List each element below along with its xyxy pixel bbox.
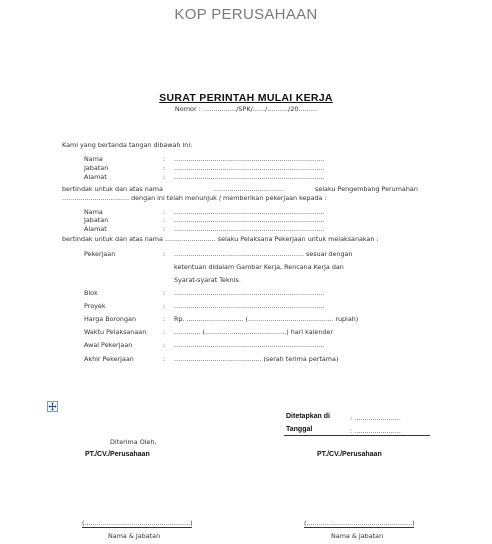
awal-colon: : — [163, 341, 166, 349]
move-handle-icon[interactable] — [47, 401, 58, 412]
party1-address-value: .......................................................................... — [174, 173, 325, 181]
party1-position-colon: : — [163, 164, 166, 172]
blok-colon: : — [163, 289, 166, 297]
party2-name-label: Nama — [84, 208, 103, 216]
left-signature-bracket: (....................................................) — [82, 519, 193, 527]
pekerjaan-value-line1: ................................................................ sesuai dengan — [174, 250, 353, 258]
tanggal-value: : ....................... — [350, 427, 401, 435]
akhir-value: ........................................... (serah terima pertama) — [174, 355, 339, 363]
waktu-colon: : — [163, 328, 166, 336]
party2-address-colon: : — [163, 225, 166, 233]
party1-address-colon: : — [163, 173, 166, 181]
harga-value: Rp. ............................ (.......................................... rupiah) — [174, 315, 359, 323]
party2-clause: bertindak untuk dan atas nama ......................... selaku Pelaksana Pekerjaan untuk melaksanakan : — [62, 235, 379, 243]
blok-value: .......................................................................... — [174, 289, 325, 297]
pekerjaan-value-line3: Syarat-syarat Teknis. — [174, 276, 241, 284]
party2-name-colon: : — [163, 208, 166, 216]
document-number: Nomor : ................/SPK/....../........../20......... — [174, 105, 318, 113]
right-company-name: PT./CV./Perusahaan — [317, 451, 382, 458]
company-letterhead: KOP PERUSAHAAN — [174, 6, 318, 23]
party2-address-value: .......................................................................... — [174, 225, 325, 233]
blok-label: Blok — [84, 289, 98, 297]
party2-address-label: Alamat — [84, 225, 107, 233]
four-arrows-icon — [48, 402, 57, 411]
akhir-colon: : — [163, 355, 166, 363]
pekerjaan-label: Pekerjaan — [84, 250, 116, 258]
party1-clause-line2: ................................. dengan ini telah menunjuk / memberikan pekerjaan kepada : — [62, 194, 327, 202]
party1-name-value: .......................................................................... — [174, 155, 325, 163]
party1-clause-right: selaku Pengembang Perumahan — [315, 185, 418, 193]
awal-value: .......................................................................... — [174, 341, 325, 349]
akhir-label: Akhir Pekerjaan — [84, 355, 134, 363]
pekerjaan-value-line2: ketentuan didalam Gambar Kerja, Rencana Kerja dan — [174, 263, 344, 271]
party1-position-label: Jabatan — [84, 164, 109, 172]
harga-colon: : — [163, 315, 166, 323]
document-title: SURAT PERINTAH MULAI KERJA — [159, 92, 333, 104]
proyek-value: .......................................................................... — [174, 302, 325, 310]
party1-clause-left: bertindak untuk dan atas nama — [62, 185, 163, 193]
left-signature-line — [82, 527, 192, 528]
right-caption: Nama & Jabatan — [331, 532, 384, 540]
party1-name-colon: : — [163, 155, 166, 163]
received-by-text: Diterima Oleh, — [110, 438, 157, 446]
left-caption: Nama & Jabatan — [108, 532, 161, 540]
ditetapkan-label: Ditetapkan di — [286, 413, 330, 420]
party2-position-colon: : — [163, 216, 166, 224]
proyek-label: Proyek — [84, 302, 106, 310]
proyek-colon: : — [163, 302, 166, 310]
right-signature-bracket: (....................................................) — [304, 519, 415, 527]
left-company-name: PT./CV./Perusahaan — [85, 451, 150, 458]
party2-name-value: .......................................................................... — [174, 208, 325, 216]
harga-label: Harga Borongan — [84, 315, 137, 323]
party2-position-label: Jabatan — [84, 216, 109, 224]
right-signature-line — [304, 527, 414, 528]
tanggal-label: Tanggal — [286, 426, 313, 433]
party1-clause-dots: ................................... — [213, 185, 285, 193]
party1-name-label: Nama — [84, 155, 103, 163]
party1-position-value: .......................................................................... — [174, 164, 325, 172]
waktu-value: ............. (........................................) hari kalender — [174, 328, 333, 336]
pekerjaan-colon: : — [163, 250, 166, 258]
ditetapkan-value: : ....................... — [350, 414, 401, 422]
party2-position-value: .......................................................................... — [174, 216, 325, 224]
tanggal-underline — [284, 435, 430, 436]
party1-address-label: Alamat — [84, 173, 107, 181]
waktu-label: Waktu Pelaksanaan — [84, 328, 147, 336]
awal-label: Awal Pekerjaan — [84, 341, 133, 349]
intro-text: Kami yang bertanda tangan dibawah ini: — [62, 141, 193, 149]
